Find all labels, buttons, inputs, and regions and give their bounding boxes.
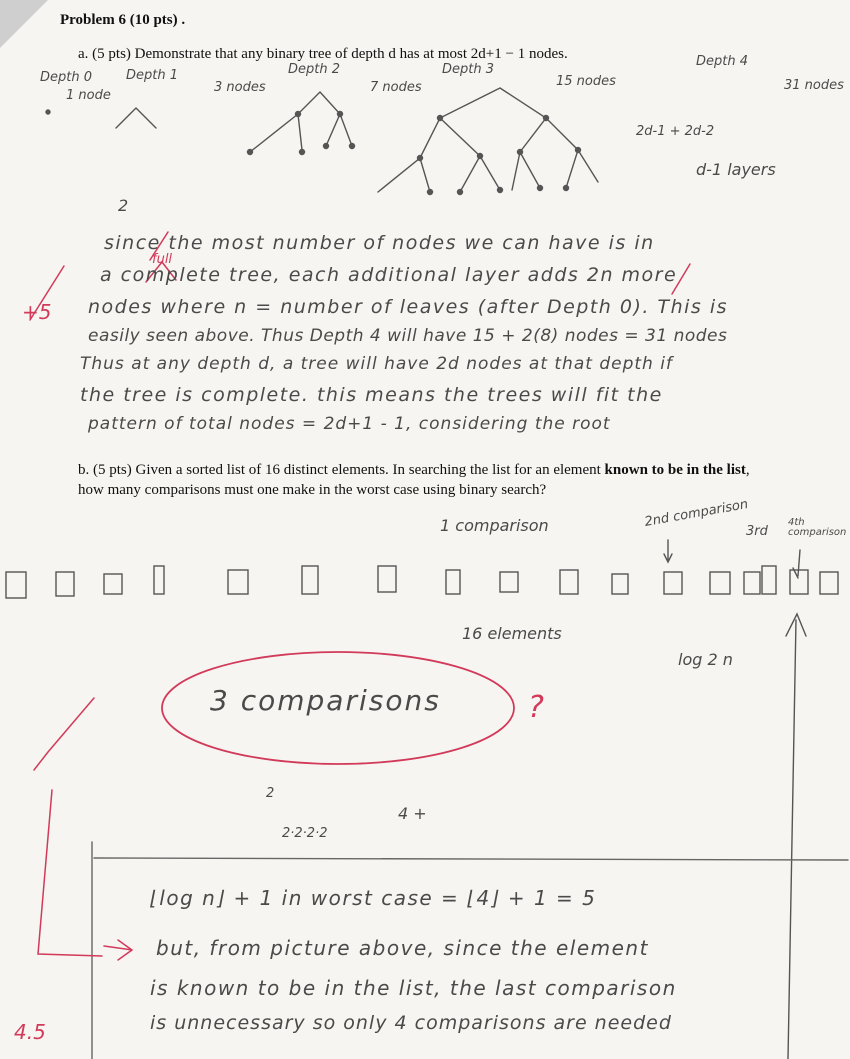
arrow-comp4	[793, 550, 803, 578]
label-depth2-nodes: 7 nodes	[370, 80, 422, 95]
problem-title: Problem 6 (10 pts) .	[60, 12, 186, 28]
part-b-prompt	[78, 460, 758, 500]
answer-line-1: since the most number of nodes we can have is in	[104, 232, 655, 254]
label-comp1: 1 comparison	[440, 516, 549, 535]
label-elements: 16 elements	[462, 624, 562, 643]
answer-line-4: easily seen above. Thus Depth 4 will have 15 + 2(8) nodes = 31 nodes	[88, 326, 728, 346]
boxed-line-4: is unnecessary so only 4 comparisons are needed	[150, 1012, 672, 1034]
part-b-prompt-bold: known to be in the list	[604, 462, 746, 478]
depth2-tree	[250, 92, 352, 152]
label-depth1-nodes: 3 nodes	[214, 80, 266, 95]
label-depth0-nodes: 1 node	[66, 88, 111, 103]
part-b-prompt-end: , how many comparisons must one make in the worst case using binary search?	[78, 462, 750, 498]
grader-score-b: 4.5	[14, 1020, 46, 1044]
answer-line-7: pattern of total nodes = 2d+1 - 1, considering the root	[88, 414, 611, 434]
red-check-b	[34, 698, 94, 770]
label-depth2: Depth 2	[288, 62, 340, 77]
part-a-prompt: a. (5 pts) Demonstrate that any binary tree of depth d has at most 2d+1 − 1 nodes.	[78, 46, 568, 62]
label-depth4: Depth 4	[696, 54, 748, 69]
label-log: log 2 n	[678, 650, 733, 669]
answer-line-5: Thus at any depth d, a tree will have 2d nodes at that depth if	[80, 354, 673, 374]
depth1-tree	[116, 108, 156, 128]
label-comp2: 2nd comparison	[643, 497, 750, 530]
answer-line-2: a complete tree, each additional layer adds 2n more	[100, 264, 678, 286]
grader-insert-full: full	[152, 252, 173, 267]
boxed-line-2: but, from picture above, since the element	[156, 936, 649, 960]
arrow-comp2	[664, 540, 672, 562]
stray-two: 2	[118, 196, 129, 215]
label-depth3-nodes: 15 nodes	[556, 74, 616, 89]
scratch-four-plus: 4 +	[398, 804, 427, 823]
red-arrow	[104, 940, 132, 960]
formula-sum: 2d-1 + 2d-2	[636, 124, 715, 139]
long-arrow	[786, 614, 806, 1059]
depth3-tree	[378, 88, 598, 192]
label-depth3: Depth 3	[442, 62, 494, 77]
depth0-node	[46, 110, 50, 114]
label-comp3: 3rd	[746, 524, 768, 539]
label-depth0: Depth 0	[40, 70, 92, 85]
label-depth4-nodes: 31 nodes	[784, 78, 844, 93]
circled-answer: 3 comparisons	[210, 684, 441, 717]
label-depth1: Depth 1	[126, 68, 178, 83]
answer-line-3: nodes where n = number of leaves (after Depth 0). This is	[88, 296, 729, 318]
part-b-prompt-start: b. (5 pts) Given a sorted list of 16 distinct elements. In searching the list for an element	[78, 462, 605, 478]
label-layers: d-1 layers	[696, 160, 776, 179]
label-comp4: 4th comparison	[788, 517, 847, 538]
boxed-line-1: ⌊log n⌋ + 1 in worst case = ⌊4⌋ + 1 = 5	[150, 886, 597, 910]
answer-line-6: the tree is complete. this means the trees will fit the	[80, 384, 663, 406]
element-boxes	[6, 566, 838, 598]
grader-score-a: +5	[22, 300, 52, 324]
boxed-line-3: is known to be in the list, the last comparison	[150, 976, 677, 1000]
scratch-two: 2	[266, 786, 275, 801]
grader-question-mark: ?	[528, 690, 544, 725]
scratch-product: 2·2·2·2	[282, 826, 328, 841]
